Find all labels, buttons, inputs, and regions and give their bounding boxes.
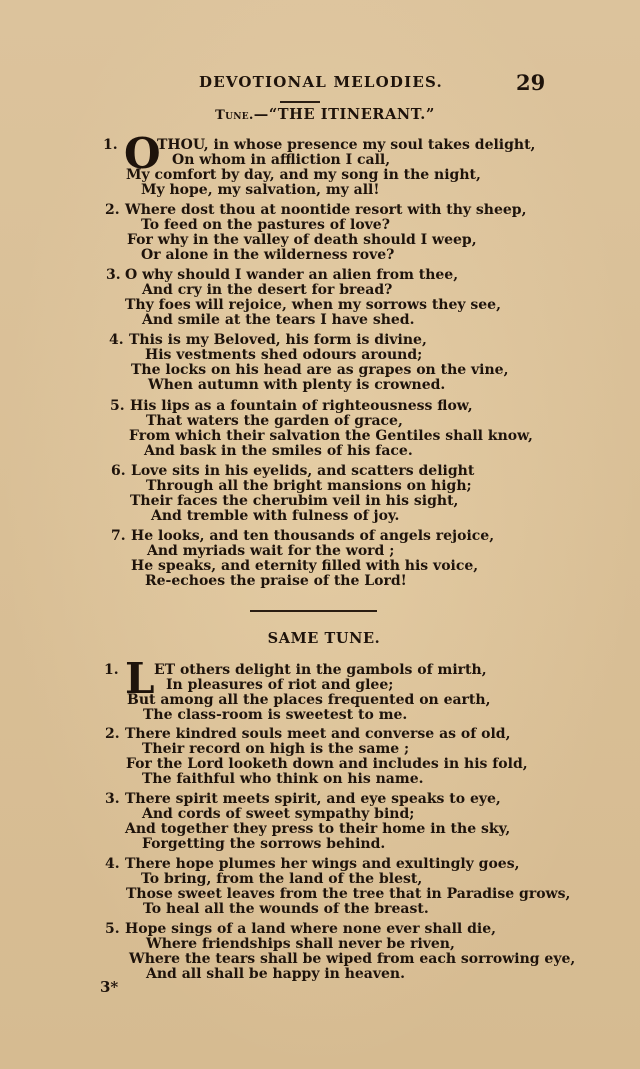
header-rule	[280, 101, 320, 103]
stanza-number: 7.	[111, 528, 126, 544]
verse-line: Forgetting the sorrows behind.	[142, 836, 386, 852]
verse-line: The faithful who think on his name.	[142, 771, 424, 787]
verse-line: Re-echoes the praise of the Lord!	[145, 573, 407, 589]
verse-line: Hope sings of a land where none ever shall die,	[125, 921, 496, 937]
verse-line: He speaks, and eternity filled with his voice,	[131, 558, 479, 574]
verse-line: When autumn with plenty is crowned.	[148, 377, 446, 393]
verse-line: Thy foes will rejoice, when my sorrows they see,	[125, 297, 501, 313]
verse-line: Where dost thou at noontide resort with thy sheep,	[125, 202, 527, 218]
stanza-number: 3.	[105, 791, 120, 807]
tune-heading-same-tune: SAME TUNE.	[267, 630, 381, 647]
verse-line: From which their salvation the Gentiles shall know,	[129, 428, 533, 444]
stanza-number: 2.	[105, 202, 120, 218]
verse-line: There hope plumes her wings and exultingly goes,	[125, 856, 520, 872]
verse-line: But among all the places frequented on earth,	[127, 692, 491, 708]
tune-prefix: Tune.	[215, 108, 254, 123]
drop-cap: L	[125, 654, 155, 703]
verse-line: His vestments shed odours around;	[145, 347, 423, 363]
verse-line: And myriads wait for the word ;	[147, 543, 395, 559]
verse-line: And smile at the tears I have shed.	[142, 312, 415, 328]
drop-cap: O	[124, 129, 161, 178]
verse-line: ET others delight in the gambols of mirth,	[154, 662, 487, 678]
verse-line: THOU, in whose presence my soul takes delight,	[157, 137, 536, 153]
verse-line: There spirit meets spirit, and eye speaks to eye,	[125, 791, 501, 807]
verse-line: His lips as a fountain of righteousness flow,	[130, 398, 473, 414]
stanza-number: 5.	[110, 398, 125, 414]
verse-line: And all shall be happy in heaven.	[146, 966, 405, 982]
verse-line: And cry in the desert for bread?	[142, 282, 393, 298]
stanza-number: 1.	[103, 137, 118, 153]
verse-line: Their faces the cherubim veil in his sight,	[130, 493, 459, 509]
verse-line: For why in the valley of death should I weep,	[127, 232, 477, 248]
page-number: 29	[516, 70, 546, 95]
verse-line: Love sits in his eyelids, and scatters delight	[131, 463, 475, 479]
verse-line: Or alone in the wilderness rove?	[141, 247, 395, 263]
running-title: DEVOTIONAL MELODIES.	[199, 73, 443, 91]
verse-line: That waters the garden of grace,	[146, 413, 403, 429]
verse-line: Where the tears shall be wiped from each sorrowing eye,	[129, 951, 576, 967]
verse-line: And bask in the smiles of his face.	[144, 443, 413, 459]
verse-line: There kindred souls meet and converse as of old,	[125, 726, 511, 742]
verse-line: For the Lord looketh down and includes in his fold,	[126, 756, 528, 772]
verse-line: And tremble with fulness of joy.	[151, 508, 400, 524]
verse-line: In pleasures of riot and glee;	[166, 677, 394, 693]
stanza-number: 5.	[105, 921, 120, 937]
stanza-number: 3.	[106, 267, 121, 283]
verse-line: He looks, and ten thousands of angels rejoice,	[131, 528, 495, 544]
running-head	[0, 70, 640, 96]
verse-line: On whom in affliction I call,	[172, 152, 391, 168]
section-divider	[250, 610, 377, 612]
verse-line: And together they press to their home in the sky,	[125, 821, 511, 837]
tune-heading-itinerant	[0, 106, 640, 123]
verse-line: The locks on his head are as grapes on the vine,	[131, 362, 509, 378]
verse-line: To bring, from the land of the blest,	[141, 871, 423, 887]
verse-line: Through all the bright mansions on high;	[146, 478, 472, 494]
verse-line: The class-room is sweetest to me.	[143, 707, 408, 723]
stanza-number: 6.	[111, 463, 126, 479]
tune-name: “THE ITINERANT.”	[268, 106, 435, 123]
stanza-number: 2.	[105, 726, 120, 742]
tune-dash: —	[253, 106, 269, 123]
stanza-number: 1.	[104, 662, 119, 678]
verse-line: O why should I wander an alien from thee,	[125, 267, 459, 283]
stanza-number: 4.	[109, 332, 124, 348]
verse-line: My hope, my salvation, my all!	[141, 182, 380, 198]
verse-line: To feed on the pastures of love?	[141, 217, 390, 233]
verse-line: Those sweet leaves from the tree that in Paradise grows,	[126, 886, 571, 902]
verse-line: Their record on high is the same ;	[142, 741, 410, 757]
verse-line: My comfort by day, and my song in the night,	[126, 167, 481, 183]
verse-line: Where friendships shall never be riven,	[146, 936, 455, 952]
verse-line: And cords of sweet sympathy bind;	[142, 806, 415, 822]
verse-line: To heal all the wounds of the breast.	[143, 901, 429, 917]
stanza-number: 4.	[105, 856, 120, 872]
verse-line: This is my Beloved, his form is divine,	[129, 332, 427, 348]
signature-mark: 3*	[100, 978, 119, 996]
